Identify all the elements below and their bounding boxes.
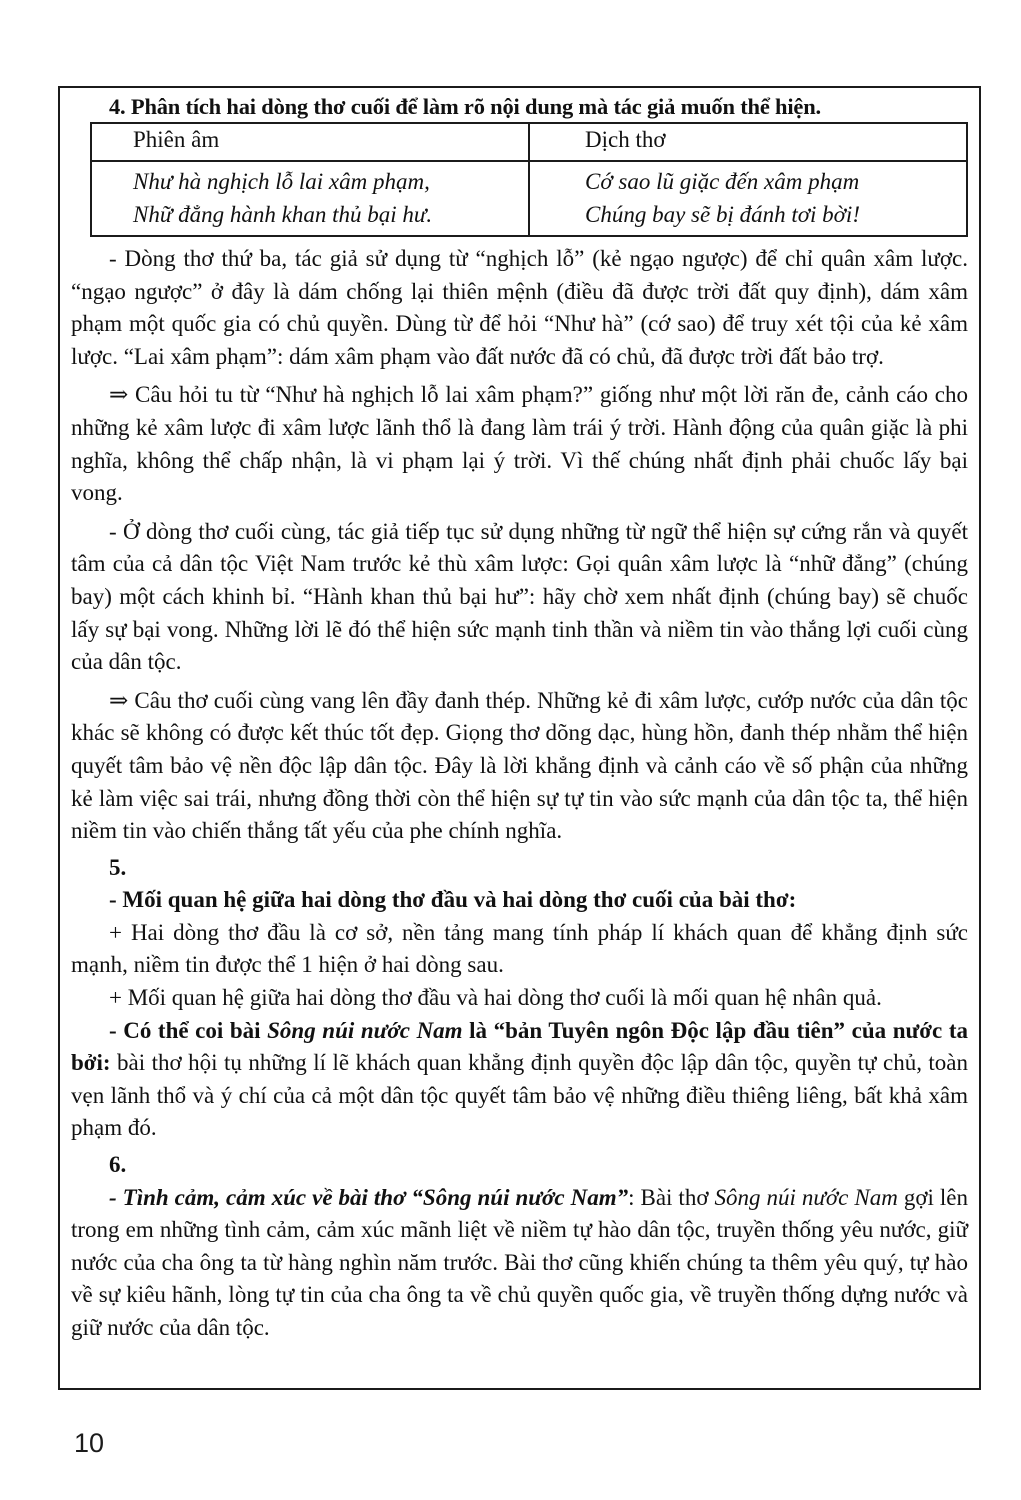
section-5-heading: - Mối quan hệ giữa hai dòng thơ đầu và hai dòng thơ cuối của bài thơ:	[109, 887, 797, 913]
poem-table	[90, 122, 968, 237]
text-run-bold-italic: - Tình cảm, cảm xúc về bài thơ “Sông núi nước Nam”	[109, 1184, 629, 1210]
poem-table-body-row	[91, 161, 967, 236]
table-cell-phien-am	[91, 161, 529, 236]
table-header-dich-tho: Dịch thơ	[529, 123, 967, 161]
paragraph-nghich-lo: - Dòng thơ thứ ba, tác giả sử dụng từ “nghịch lỗ” (kẻ ngạo ngược) để chỉ quân xâm lược. “ngạo ngược” ở đây là dám chống lại thiên mệnh (điều đã được trời đất quy định), dám xâm phạm một quốc gia có chủ quyền. Dùng từ để hỏi “Như hà” (cớ sao) để truy xét tội của kẻ xâm lược. “Lai xâm phạm”: dám xâm phạm vào đất nước đã có chủ, đã được trời đất bảo trợ.	[71, 246, 968, 369]
section-6-number: 6.	[109, 1152, 127, 1178]
paragraph-dong-tho-cuoi: - Ở dòng thơ cuối cùng, tác giả tiếp tục sử dụng những từ ngữ thể hiện sự cứng rắn và quyết tâm của cả dân tộc Việt Nam trước kẻ thù xâm lược: Gọi quân xâm lược là “nhữ đẳng” (chúng bay) một cách khinh bỉ. “Hành khan thủ bại hư”: hãy chờ xem nhất định (chúng bay) sẽ chuốc lấy sự bại vong. Những lời lẽ đó thể hiện sức mạnh tinh thần và niềm tin vào thắng lợi cuối cùng của dân tộc.	[71, 518, 968, 675]
text-run-bold: là “bản Tuyên ngôn Độc lập đầu tiên” của nước ta bởi:	[71, 1017, 968, 1076]
text-run-bold-italic: Sông núi nước Nam	[267, 1017, 463, 1043]
poem-line: Như hà nghịch lỗ lai xâm phạm,	[133, 169, 430, 194]
paragraph-cau-hoi-tu-tu: ⇒ Câu hỏi tu từ “Như hà nghịch lỗ lai xâm phạm?” giống như một lời răn đe, cảnh cáo cho những kẻ xâm lược đi xâm lược lãnh thổ là đang làm trái ý trời. Hành động của quân giặc là phi nghĩa, không thể chấp nhận, là vi phạm lại ý trời. Vì thế chúng nhất định phải chuốc lấy bại vong.	[71, 382, 968, 506]
poem-line: Chúng bay sẽ bị đánh tơi bời!	[585, 202, 860, 227]
table-cell-dich-tho	[529, 161, 967, 236]
table-header-phien-am: Phiên âm	[91, 123, 529, 161]
section-5-item-2: + Mối quan hệ giữa hai dòng thơ đầu và hai dòng thơ cuối là mối quan hệ nhân quả.	[109, 985, 882, 1011]
text-run-bold: - Có thể coi bài	[109, 1017, 268, 1043]
section-5-item-1: + Hai dòng thơ đầu là cơ sở, nền tảng mang tính pháp lí khách quan để khẳng định sức mạnh, niềm tin được thể 1 hiện ở hai dòng sau.	[71, 919, 968, 978]
content-border-box	[58, 86, 981, 1390]
section-5-number: 5.	[109, 854, 127, 880]
section-4-heading: 4. Phân tích hai dòng thơ cuối để làm rõ nội dung mà tác giả muốn thể hiện.	[109, 94, 821, 119]
paragraph-cau-tho-cuoi: ⇒ Câu thơ cuối cùng vang lên đầy đanh thép. Những kẻ đi xâm lược, cướp nước của dân tộc khác sẽ không có được kết thúc tốt đẹp. Giọng thơ dõng dạc, hùng hồn, đanh thép nhằm thể hiện quyết tâm bảo vệ nền độc lập dân tộc. Đây là lời khẳng định và cảnh cáo về số phận của những kẻ làm việc sai trái, nhưng đồng thời còn thể hiện sự tự tin vào sức mạnh của dân tộc ta, thể hiện niềm tin vào chiến thắng tất yếu của phe chính nghĩa.	[71, 687, 968, 844]
poem-table-header-row	[91, 123, 967, 161]
page-number: 10	[74, 1428, 105, 1458]
text-run-italic: Sông núi nước Nam	[714, 1184, 898, 1210]
section-6-paragraph	[71, 1182, 968, 1345]
text-run: gợi lên trong em những tình cảm, cảm xúc mãnh liệt về niềm tự hào dân tộc, truyền thống yêu nước, giữ nước của cha ông ta từ hàng nghìn năm trước. Bài thơ cũng khiến chúng ta thêm yêu quý, tự hào về sự kiêu hãnh, lòng tự tin của cha ông ta về chủ quyền quốc gia, về truyền thống dựng nước và giữ nước của dân tộc.	[71, 1184, 968, 1340]
poem-line: Nhữ đẳng hành khan thủ bại hư.	[133, 202, 433, 227]
text-run: bài thơ hội tụ những lí lẽ khách quan khẳng định quyền độc lập dân tộc, quyền tự chủ, toàn vẹn lãnh thổ và ý chí của cả một dân tộc quyết tâm bảo vệ những điều thiêng liêng, bất khả xâm phạm đó.	[71, 1050, 968, 1141]
poem-line: Cớ sao lũ giặc đến xâm phạm	[585, 169, 860, 194]
text-run: : Bài thơ	[628, 1184, 715, 1210]
section-5-item-3	[71, 1015, 968, 1145]
